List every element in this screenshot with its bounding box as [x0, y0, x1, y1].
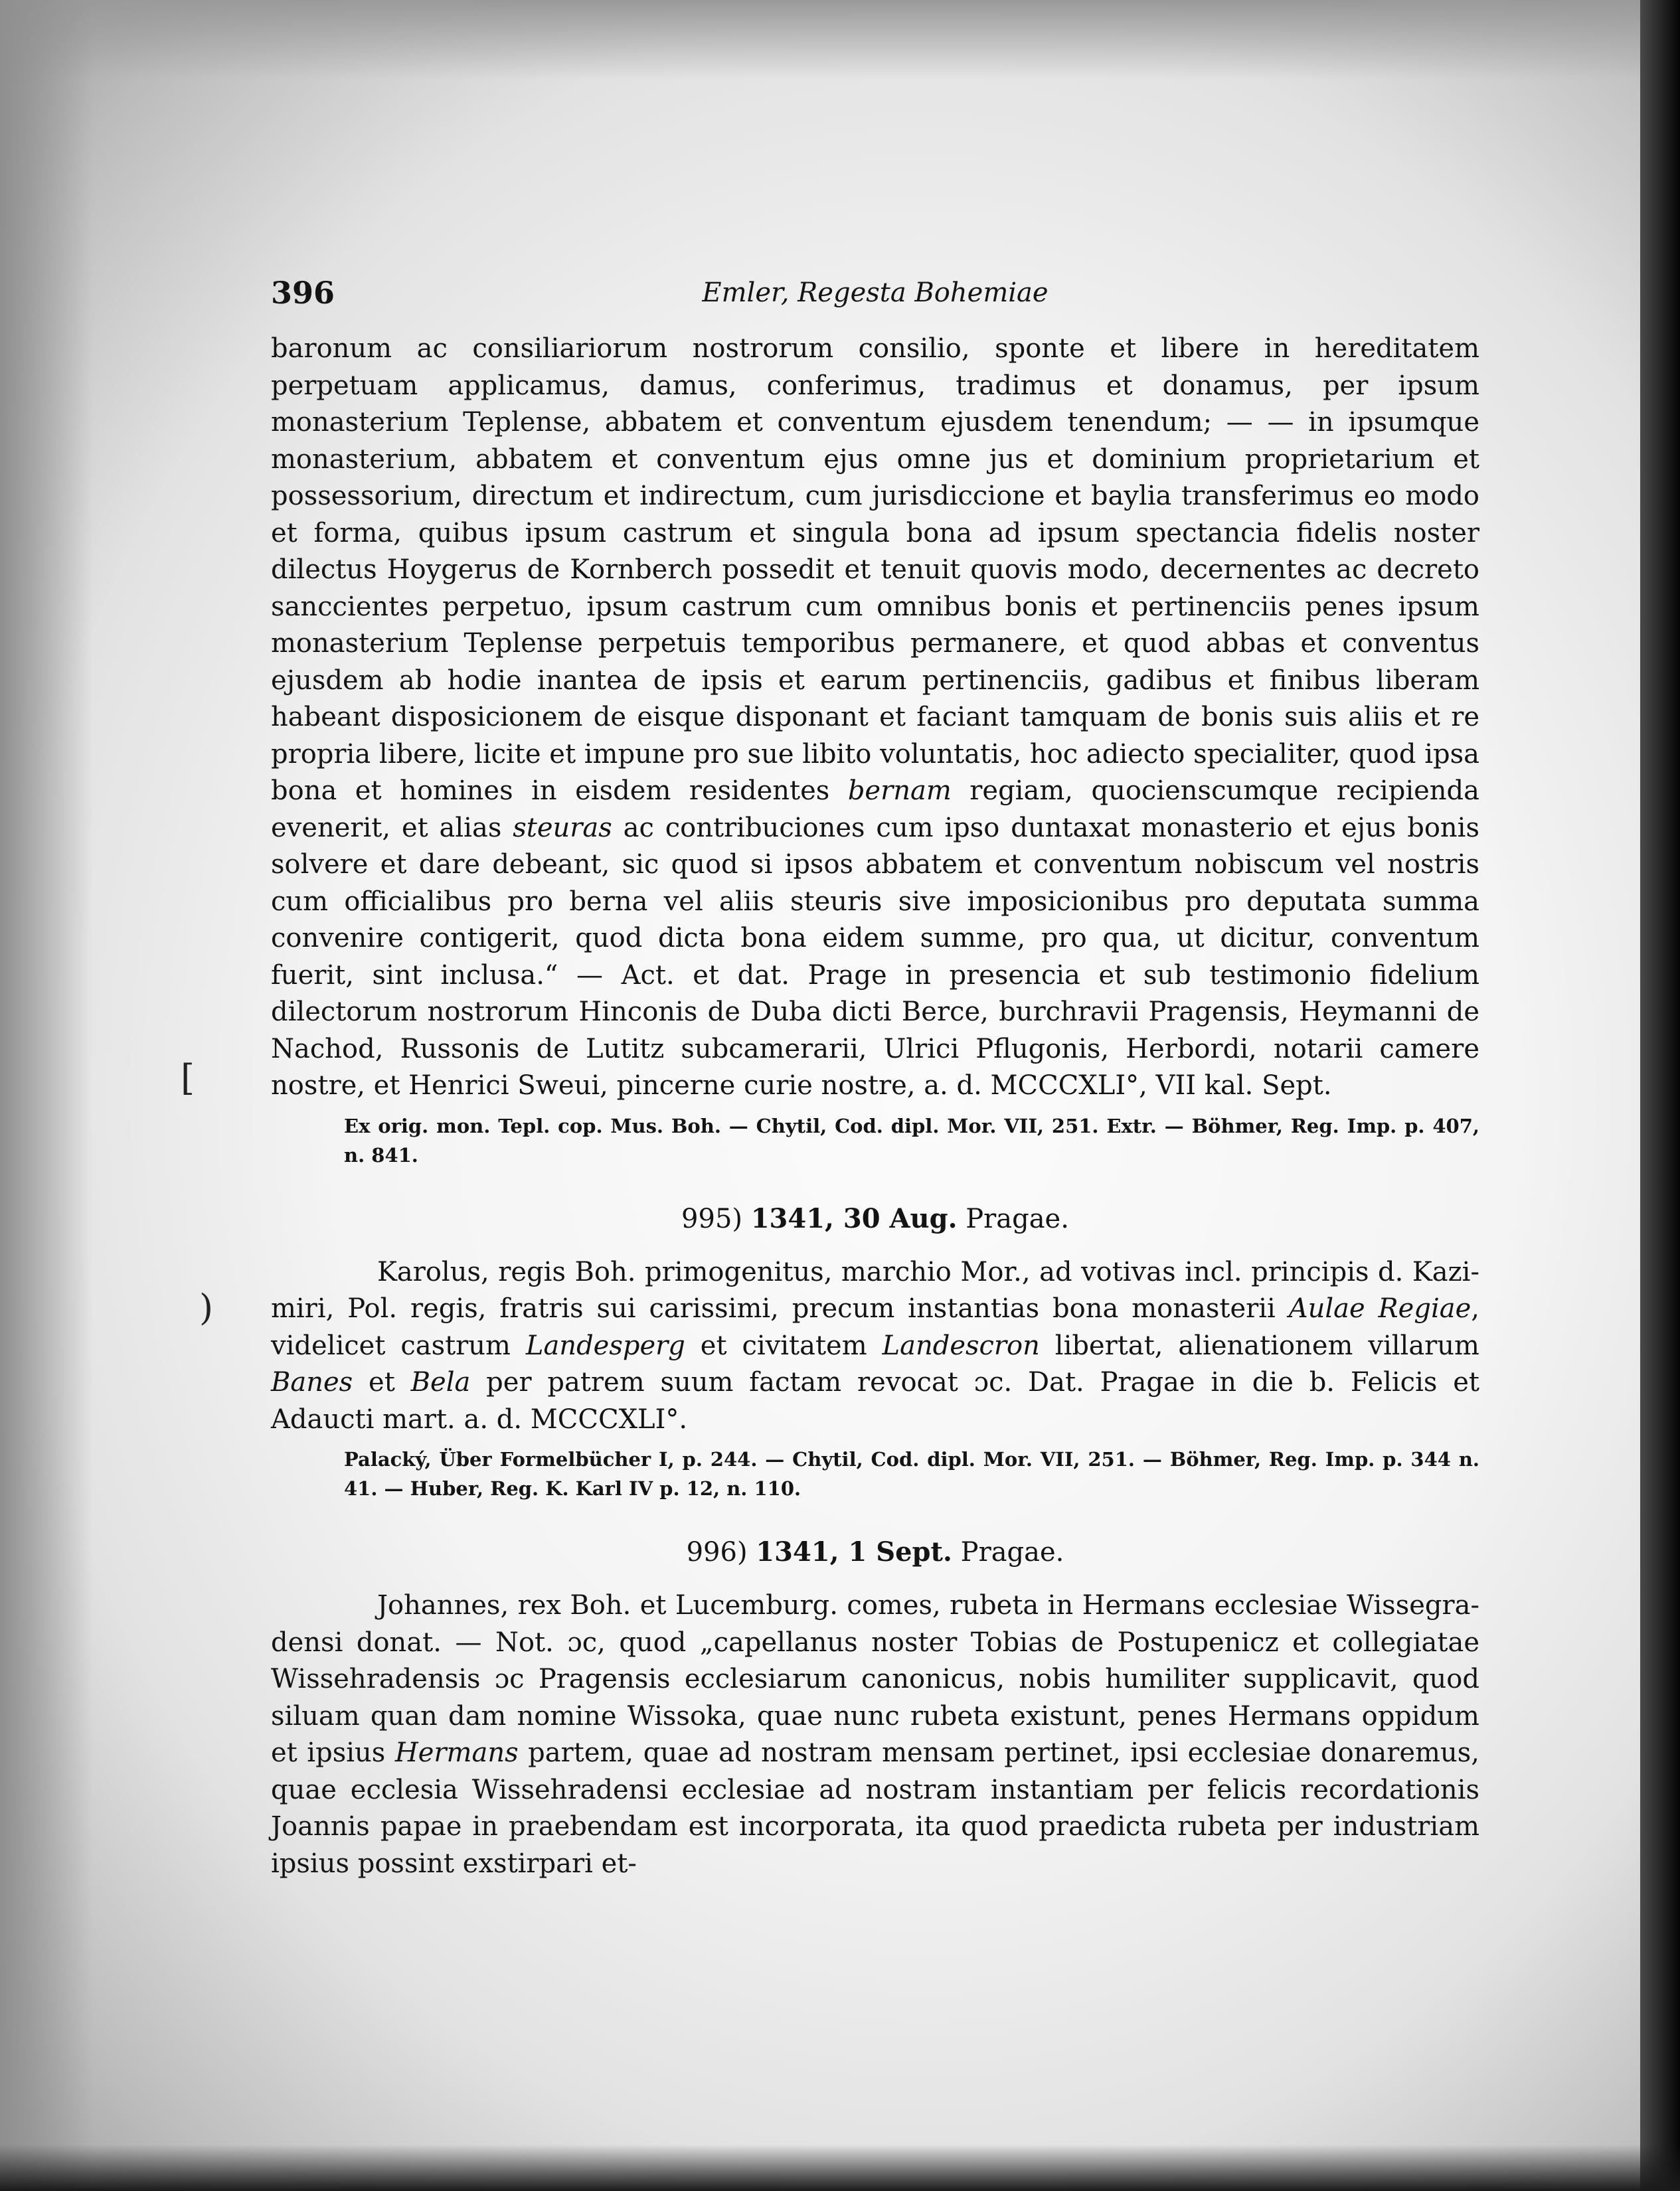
page-number: 396: [271, 275, 335, 311]
page-header: [271, 272, 1479, 312]
source-note-995: Palacký, Über Formelbücher I, p. 244. — Chytil, Cod. dipl. Mor. VII, 251. — Böhmer, Reg. Imp. p. 344 n. 41. — Huber, Reg. K. Karl IV p. 12, n. 110.: [344, 1448, 1479, 1500]
source-note: Ex orig. mon. Tepl. cop. Mus. Boh. — Chytil, Cod. dipl. Mor. VII, 251. Extr. — Böhmer, Reg. Imp. p. 407, n. 841.: [344, 1114, 1479, 1167]
margin-paren-mark: ): [199, 1287, 214, 1329]
continuation-paragraph: baronum ac consiliariorum nostrorum consilio, sponte et libere in hereditatem perpetuam applicamus, damus, conferimus, tradimus et donamus, per ipsum monasterium Teplense, abbatem et conventum ejusdem tenendum; — — in ipsumque monasterium, abbatem et conventum ejus omne jus et dominium proprietarium et possessorium, directum et indirectum, cum jurisdiccione et baylia transferimus eo modo et forma, quibus ipsum castrum et singula bona ad ipsum spectancia fidelis noster dilectus Hoygerus de Kornberch possedit et tenuit quovis modo, decernentes ac decreto sanccientes perpetuo, ipsum castrum cum omnibus bonis et pertinenciis penes ipsum monasterium Teplense perpetuis temporibus permanere, et quod abbas et conventus ejusdem ab hodie inantea de ipsis et earum pertinenciis, gadibus et finibus liberam habeant disposicionem de eisque disponant et faciant tamquam de bonis suis aliis et re propria libere, licite et impune pro sue libito voluntatis, hoc adiecto specialiter, quod ipsa bona et homines in eisdem residentes bernam regiam, quocienscumque recipienda evenerit, et alias steuras ac contribuciones cum ipso duntaxat monasterio et ejus bonis solvere et dare debeant, sic quod si ipsos abbatem et conventum nobiscum vel nostris cum officialibus pro berna vel aliis steuris sive imposicionibus pro deputata summa convenire contigerit, quod dicta bona eidem summe, pro qua, ut dicitur, conventum fuerit, sint inclusa.“ — Act. et dat. Prage in presencia et sub testimonio fidelium dilectorum nostrorum Hinconis de Duba dicti Berce, burchravii Pragensis, Heymanni de Nachod, Russonis de Lutitz subcamerarii, Ulrici Pflugonis, Herbordi, notarii camere nostre, et Henrici Sweui, pincerne curie nostre, a. d. MCCCXLI°, VII kal. Sept.: [271, 333, 1479, 1101]
margin-bracket-mark: [: [181, 1057, 195, 1099]
entry-paragraph-995: Karolus, regis Boh. primogenitus, marchio Mor., ad votivas incl. principis d. Kazimiri, Pol. regis, fratris sui carissimi, precum instantias bona monasterii Aulae Regiae, videlicet castrum Landesperg et civitatem Landescron libertat, alienationem villarum Banes et Bela per patrem suum factam revocat ɔc. Dat. Pragae in die b. Felicis et Adaucti mart. a. d. MCCCXLI°.: [271, 1256, 1479, 1435]
scan-dark-edge-bottom: [0, 2145, 1680, 2191]
scan-dark-edge-right: [1640, 0, 1680, 2191]
document-page: [271, 272, 1479, 1882]
running-title: Emler, Regesta Bohemiae: [702, 278, 1049, 308]
entry-paragraph-996: Johannes, rex Boh. et Lucemburg. comes, rubeta in Hermans ecclesiae Wissegradensi donat. — Not. ɔc, quod „capellanus noster Tobias de Postupenicz et collegiatae Wissehradensis ɔc Pragensis ecclesiarum canonicus, nobis humiliter supplicavit, quod siluam quan dam nomine Wissoka, quae nunc rubeta existunt, penes Hermans oppidum et ipsius Hermans partem, quae ad nostram mensam pertinet, ipsi ecclesiae donaremus, quae ecclesia Wissehradensi ecclesiae ad nostram instantiam per felicis recordationis Joannis papae in praebendam est incorporata, ita quod praedicta rubeta per industriam ipsius possint exstirpari et-: [271, 1590, 1479, 1879]
entry-heading-996: 996) 1341, 1 Sept. Pragae.: [686, 1536, 1064, 1568]
entry-heading-995: 995) 1341, 30 Aug. Pragae.: [681, 1202, 1069, 1234]
scan-shadow-left: [0, 0, 93, 2191]
scan-shadow-top: [0, 0, 1680, 80]
